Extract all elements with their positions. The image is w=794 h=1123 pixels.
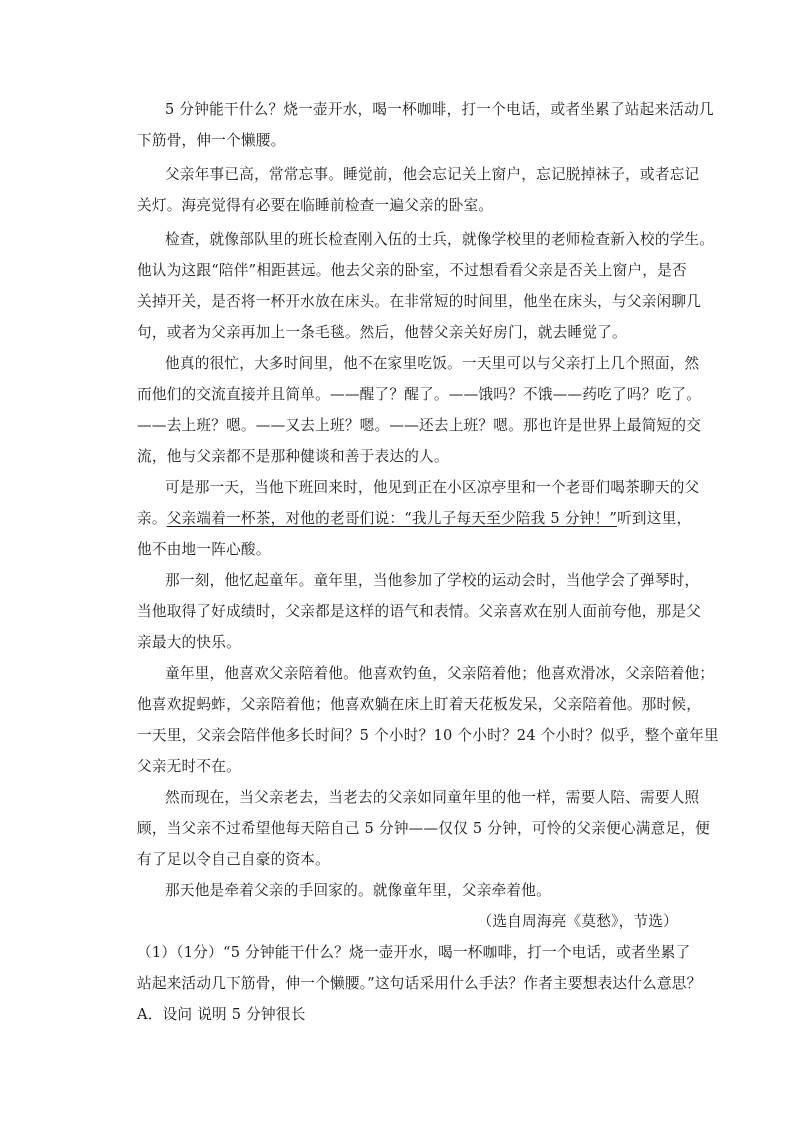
text-line: 童年里，他喜欢父亲陪着他。他喜欢钓鱼，父亲陪着他；他喜欢滑冰，父亲陪着他；	[165, 665, 715, 682]
text-line: 而他们的交流直接并且简单。——醒了？醒了。——饿吗？不饿——药吃了吗？吃了。	[137, 386, 702, 403]
text-line: 父亲无时不在。	[137, 758, 241, 775]
text-line: 然而现在，当父亲老去，当老去的父亲如同童年里的他一样，需要人陪、需要人照	[165, 789, 700, 806]
text-line: 亲最大的快乐。	[137, 634, 241, 651]
text-line: 5 分钟能干什么？烧一壶开水，喝一杯咖啡，打一个电话，或者坐累了站起来活动几	[165, 101, 714, 118]
text-line: 关掉开关，是否将一杯开水放在床头。在非常短的时间里，他坐在床头，与父亲闲聊几	[137, 293, 702, 310]
text-segment: 听到这里，	[617, 510, 692, 527]
text-line: 下筋骨，伸一个懒腰。	[137, 132, 286, 149]
text-line: 句，或者为父亲再加上一条毛毯。然后，他替父亲关好房门，就去睡觉了。	[137, 324, 627, 341]
answer-option-a: A．设问 说明 5 分钟很长	[137, 1006, 306, 1023]
text-line: 一天里，父亲会陪伴他多长时间？5 个小时？10 个小时？24 个小时？似乎，整个童年里	[137, 727, 719, 744]
underlined-quote: 父亲端着一杯茶，对他的老哥们说：“我儿子每天至少陪我 5 分钟！”	[166, 510, 618, 527]
text-line: 他真的很忙，大多时间里，他不在家里吃饭。一天里可以与父亲打上几个照面，然	[165, 355, 700, 372]
text-line: 那一刻，他忆起童年。童年里，当他参加了学校的运动会时，当他学会了弹琴时，	[165, 572, 700, 589]
text-line: 关灯。海亮觉得有必要在临睡前检查一遍父亲的卧室。	[137, 197, 494, 214]
question-line: （1）（1分）“5 分钟能干什么？烧一壶开水，喝一杯咖啡，打一个电话，或者坐累了	[137, 944, 691, 961]
text-line: ——去上班？嗯。——又去上班？嗯。——还去上班？嗯。那也许是世界上最简短的交	[137, 417, 702, 434]
text-line	[137, 509, 692, 529]
text-line: 他不由地一阵心酸。	[137, 541, 271, 558]
text-line: 检查，就像部队里的班长检查刚入伍的士兵，就像学校里的老师检查新入校的学生。	[165, 231, 715, 248]
text-line: 流，他与父亲都不是那种健谈和善于表达的人。	[137, 448, 449, 465]
text-line: 当他取得了好成绩时，父亲都是这样的语气和表情。父亲喜欢在别人面前夸他，那是父	[137, 603, 702, 620]
source-citation: （选自周海亮《莫愁》，节选）	[477, 913, 678, 930]
text-line: 顾，当父亲不过希望他每天陪自己 5 分钟——仅仅 5 分钟，可怜的父亲便心满意足，便	[137, 820, 711, 837]
text-line: 有了足以令自己自豪的资本。	[137, 851, 330, 868]
text-line: 父亲年事已高，常常忘事。睡觉前，他会忘记关上窗户，忘记脱掉袜子，或者忘记	[165, 166, 700, 183]
question-line: 站起来活动几下筋骨，伸一个懒腰。”这句话采用什么手法？作者主要想表达什么意思？	[137, 975, 702, 992]
text-line: 他喜欢捉蚂蚱，父亲陪着他；他喜欢躺在床上盯着天花板发呆，父亲陪着他。那时候，	[137, 696, 702, 713]
text-segment: 亲。	[137, 510, 167, 527]
text-line: 可是那一天，当他下班回来时，他见到正在小区凉亭里和一个老哥们喝茶聊天的父	[165, 479, 700, 496]
text-line: 那天他是牵着父亲的手回家的。就像童年里，父亲牵着他。	[165, 882, 551, 899]
text-line: 他认为这跟“陪伴”相距甚远。他去父亲的卧室，不过想看看父亲是否关上窗户，是否	[137, 262, 687, 279]
